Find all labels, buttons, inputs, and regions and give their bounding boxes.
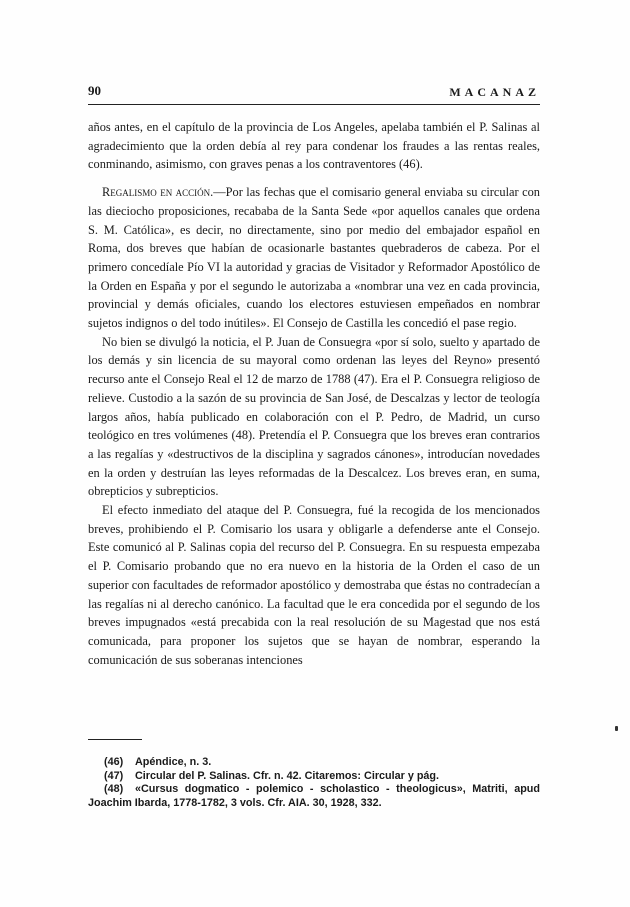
- paragraph: [88, 118, 540, 174]
- section-heading: Regalismo en acción.: [102, 185, 214, 200]
- footnote-number: (46): [104, 756, 124, 768]
- footnote-text: «Cursus dogmatico - polemico - scholastico - theologicus», Matriti, apud Joachim Ibarda, 1778-1782, 3 vols. Cfr. AIA. 30, 1928, 332.: [88, 783, 540, 809]
- body-text: [88, 118, 540, 669]
- page-header: [88, 82, 540, 105]
- footnote-text: Apéndice, n. 3.: [135, 756, 212, 768]
- paragraph: [88, 333, 540, 501]
- footnote: [88, 770, 540, 784]
- footnote-text: Circular del P. Salinas. Cfr. n. 42. Citaremos: Circular y pág.: [135, 769, 440, 782]
- paragraph-text: años antes, en el capítulo de la provincia de Los Angeles, apelaba también el P. Salinas al agradecimiento que la orden debía al rey para condenar los fraudes a las rentas reales, conminando, asimismo, con graves penas a los contraventores (46).: [88, 120, 540, 172]
- footnote-number: (48): [104, 783, 124, 795]
- footnote-rule: [88, 739, 142, 740]
- paragraph-text: El efecto inmediato del ataque del P. Consuegra, fué la recogida de los mencionados breves, prohibiendo el P. Comisario los usara y obligarle a defenderse ante el Consejo. Este comunicó al P. Salinas copia del recurso del P. Consuegra. En su respuesta empezaba el P. Comisario probando que no era nuevo en la historia de la Orden el caso de un superior con facultades de reformador apostólico y demostraba que éstas no contradecían a las regalías ni al derecho canónico. La facultad que le era concedida por el segundo de los breves impugnados «está precabida con la real resolución de su Magestad que nos está comunicada, para proponer los sujetos que se hayan de nombrar, esperando la comunicación de sus soberanas intenciones: [88, 503, 540, 667]
- margin-mark: [615, 726, 618, 731]
- running-head: MACANAZ: [449, 85, 540, 99]
- footnote: [88, 756, 540, 770]
- footnote: [88, 783, 540, 810]
- paragraph-text: —Por las fechas que el comisario general enviaba su circular con las dieciocho proposiciones, recababa de la Santa Sede «por aquellos canales que ordena S. M. Católica», es decir, no directamente, sino por medio del embajador español en Roma, dos breves que habían de ocasionarle bastantes quebraderos de cabeza. Por el primero concedíale Pío VI la autoridad y gracias de Visitador y Reformador Apostólico de la Orden en España y por el segundo le autorizaba a «nombrar una vez en cada provincia, provincial y demás oficiales, cuando los electores estuviesen empeñados en nombrar sujetos indignos o del todo inútiles». El Consejo de Castilla les concedió el pase regio.: [88, 185, 540, 331]
- page-number: 90: [88, 83, 101, 98]
- paragraph: [88, 501, 540, 669]
- paragraph-text: No bien se divulgó la noticia, el P. Juan de Consuegra «por sí solo, suelto y apartado de los demás y sin licencia de su mayoral como ordenan las leyes del Reyno» presentó recurso ante el Consejo Real el 12 de marzo de 1788 (47). Era el P. Consuegra religioso de relieve. Custodio a la sazón de su provincia de San José, de Descalzas y lector de teología largos años, había publicado en colaboración con el P. Pedro, de Madrid, un curso teológico en tres volúmenes (48). Pretendía el P. Consuegra que los breves eran contrarios a las regalías y «destructivos de la disciplina y sagrados cánones», introducían novedades en la orden y destruían las leyes reformadas de la Descalcez. Los breves eran, en suma, obrepticios y subrepticios.: [88, 334, 540, 499]
- footnotes: [88, 756, 540, 810]
- paragraph: [88, 183, 540, 333]
- footnote-number: (47): [104, 769, 124, 782]
